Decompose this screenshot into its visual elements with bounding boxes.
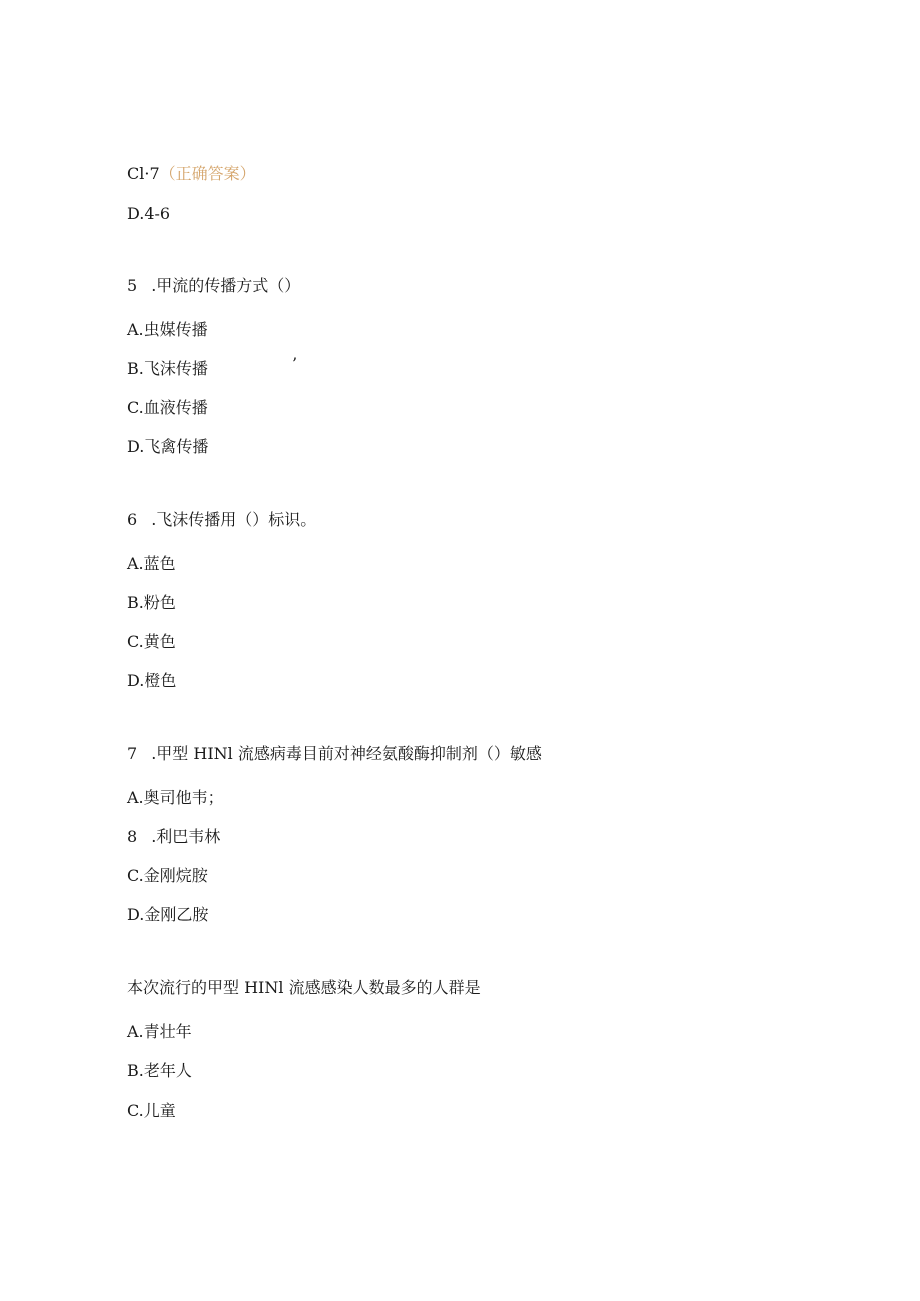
q5-option-a: A.虫媒传播 bbox=[127, 320, 208, 339]
option-c-line bbox=[127, 164, 256, 184]
q6-option-d: D.橙色 bbox=[127, 671, 177, 690]
q7-option-b-text: .利巴韦林 bbox=[151, 827, 221, 846]
q7-option-b-number: 8 bbox=[127, 827, 138, 846]
question-6-text: .飞沫传播用（）标识。 bbox=[151, 510, 317, 529]
q7-option-b bbox=[127, 827, 220, 847]
q8-option-c: C.儿童 bbox=[127, 1101, 176, 1120]
question-7 bbox=[127, 744, 542, 764]
q6-option-b: B.粉色 bbox=[127, 593, 176, 612]
option-c-text: Cl·7 bbox=[127, 164, 160, 183]
q5-option-d: D.飞禽传播 bbox=[127, 437, 209, 456]
q5-option-c: C.血液传播 bbox=[127, 398, 208, 417]
question-6 bbox=[127, 510, 316, 530]
option-d-line: D.4-6 bbox=[127, 204, 171, 223]
q7-option-a: A.奥司他韦； bbox=[127, 788, 224, 807]
q7-option-c: C.金刚烷胺 bbox=[127, 866, 208, 885]
question-5 bbox=[127, 276, 300, 296]
question-6-number: 6 bbox=[127, 510, 138, 529]
q8-option-b: B.老年人 bbox=[127, 1061, 192, 1080]
question-5-text: .甲流的传播方式（） bbox=[151, 276, 301, 295]
q6-option-c: C.黄色 bbox=[127, 632, 176, 651]
q5-option-b: B.飞沫传播 bbox=[127, 359, 208, 378]
question-5-number: 5 bbox=[127, 276, 138, 295]
question-8: 本次流行的甲型 HINl 流感感染人数最多的人群是 bbox=[127, 978, 481, 997]
question-7-number: 7 bbox=[127, 744, 138, 763]
question-7-text: .甲型 HINl 流感病毒目前对神经氨酸酶抑制剂（）敏感 bbox=[151, 744, 542, 763]
q8-option-a: A.青壮年 bbox=[127, 1022, 192, 1041]
q7-option-d: D.金刚乙胺 bbox=[127, 905, 209, 924]
correct-answer-note: （正确答案） bbox=[159, 164, 256, 183]
q6-option-a: A.蓝色 bbox=[127, 554, 176, 573]
stray-mark: ’ bbox=[292, 354, 298, 373]
